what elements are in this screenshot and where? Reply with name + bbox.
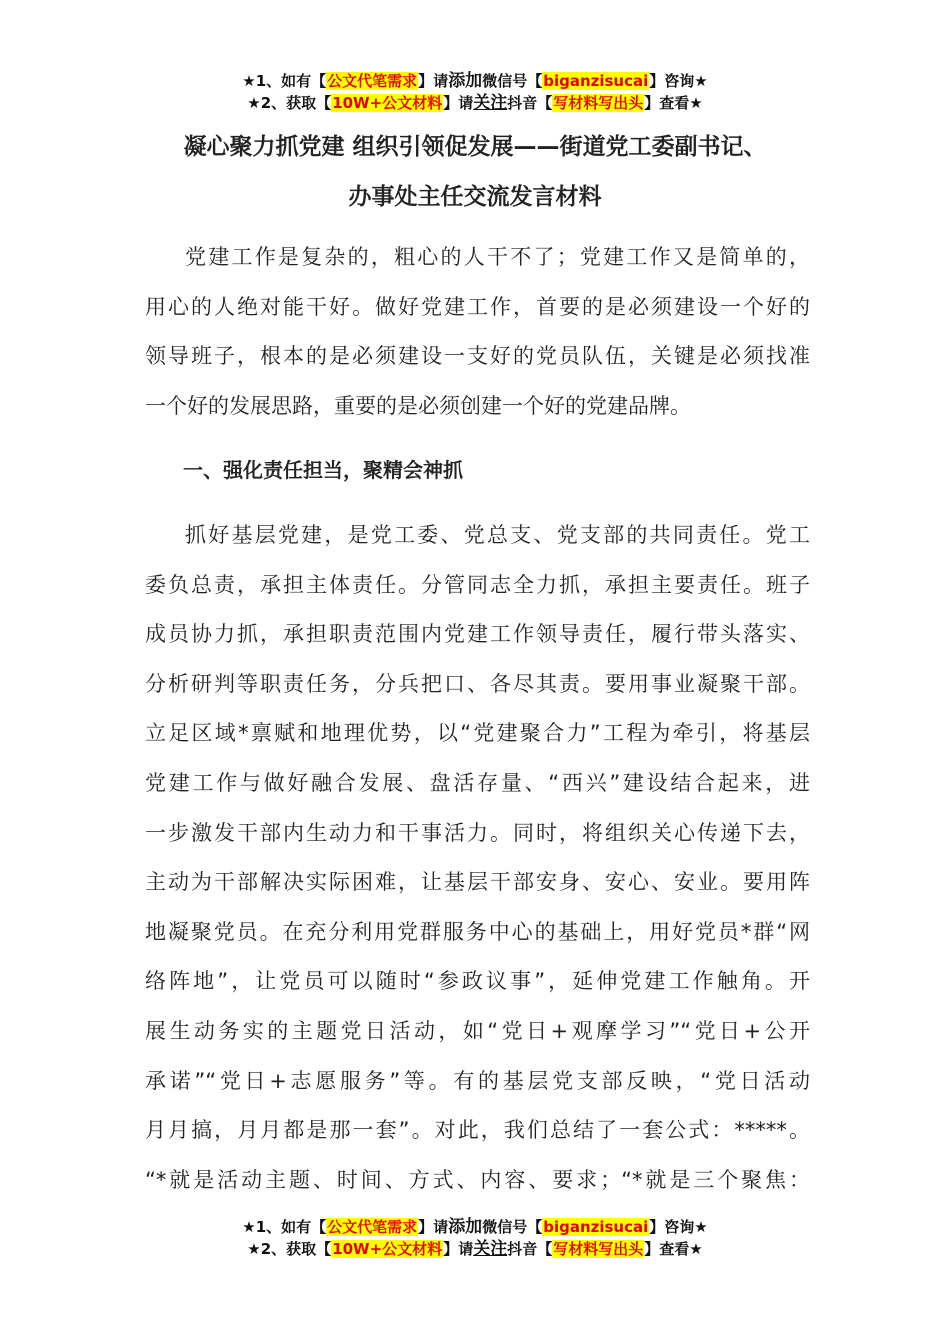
paragraph-line: 党建工作是复杂的，粗心的人干不了；党建工作又是简单的，	[185, 245, 810, 269]
paragraph-line: 一个好的发展思路，重要的是必须创建一个好的党建品牌。	[145, 393, 691, 418]
paragraph-line: 党建工作与做好融合发展、盘活存量、“西兴”建设结合起来，进	[145, 770, 810, 795]
promo-text: 抖音【	[507, 1240, 553, 1258]
promo-text: 】咨询★	[649, 1218, 708, 1236]
paragraph-line: 成员协力抓，承担职责范围内党建工作领导责任，履行带头落实、	[145, 622, 810, 647]
promo-highlight: 10W+公文材料	[332, 1240, 443, 1258]
promo-douyin-id: 写材料写出头	[553, 94, 644, 112]
promo-douyin-id: 写材料写出头	[553, 1240, 644, 1258]
paragraph-line: 承诺”“党日+志愿服务”等。有的基层党支部反映，“党日活动	[145, 1068, 810, 1093]
document-title-line-2: 办事处主任交流发言材料	[348, 184, 602, 210]
promo-text: ★1、如有【	[242, 72, 327, 90]
paragraph-line: 抓好基层党建，是党工委、党总支、党支部的共同责任。党工	[185, 522, 810, 547]
promo-text: 】请	[443, 94, 474, 112]
promo-text: ★2、获取【	[247, 94, 332, 112]
paragraph-line: 用心的人绝对能干好。做好党建工作，首要的是必须建设一个好的	[145, 294, 810, 319]
section-heading-1: 一、强化责任担当，聚精会神抓	[183, 458, 463, 483]
promo-footer	[0, 1216, 950, 1260]
paragraph-line: “*就是活动主题、时间、方式、内容、要求；“*就是三个聚焦：	[145, 1167, 810, 1192]
promo-text: 抖音【	[507, 94, 553, 112]
paragraph-intro	[145, 233, 810, 431]
promo-text: 】咨询★	[649, 72, 708, 90]
promo-line-1	[0, 70, 950, 92]
promo-line-1	[0, 1216, 950, 1238]
paragraph-line: 月月搞，月月都是那一套”。对此，我们总结了一套公式：*****。	[145, 1118, 810, 1143]
paragraph-line: 立足区域*禀赋和地理优势，以“党建聚合力”工程为牵引，将基层	[145, 721, 810, 746]
promo-text: 】请	[418, 1218, 449, 1236]
promo-line-2	[0, 1238, 950, 1260]
promo-emphasis: 添加	[448, 1217, 483, 1237]
promo-highlight: 10W+公文材料	[332, 94, 443, 112]
promo-emphasis: 添加	[448, 71, 483, 91]
paragraph-line: 一步激发干部内生动力和干事活力。同时，将组织关心传递下去，	[145, 820, 810, 845]
promo-highlight: 公文代笔需求	[327, 72, 418, 90]
promo-text: 微信号【	[482, 1218, 543, 1236]
paragraph-line: 络阵地”，让党员可以随时“参政议事”，延伸党建工作触角。开	[145, 969, 810, 994]
promo-line-2	[0, 92, 950, 114]
promo-header	[0, 70, 950, 114]
document-body	[145, 233, 810, 1205]
promo-text: 】请	[443, 1240, 474, 1258]
promo-text: ★1、如有【	[242, 1218, 327, 1236]
promo-text: ★2、获取【	[247, 1240, 332, 1258]
promo-emphasis: 关注	[473, 93, 508, 113]
promo-emphasis: 关注	[473, 1239, 508, 1259]
promo-text: 微信号【	[482, 72, 543, 90]
paragraph-section-1	[145, 511, 810, 1205]
paragraph-line: 地凝聚党员。在充分利用党群服务中心的基础上，用好党员*群“网	[145, 919, 810, 944]
paragraph-line: 领导班子，根本的是必须建设一支好的党员队伍，关键是必须找准	[145, 344, 810, 369]
promo-text: 】查看★	[644, 94, 703, 112]
promo-wechat-id: biganzisucai	[543, 72, 649, 90]
promo-highlight: 公文代笔需求	[327, 1218, 418, 1236]
promo-text: 】请	[418, 72, 449, 90]
paragraph-line: 委负总责，承担主体责任。分管同志全力抓，承担主要责任。班子	[145, 572, 810, 597]
promo-wechat-id: biganzisucai	[543, 1218, 649, 1236]
promo-text: 】查看★	[644, 1240, 703, 1258]
paragraph-line: 分析研判等职责任务，分兵把口、各尽其责。要用事业凝聚干部。	[145, 671, 810, 696]
paragraph-line: 展生动务实的主题党日活动，如“党日+观摩学习”“党日+公开	[145, 1018, 810, 1043]
paragraph-line: 主动为干部解决实际困难，让基层干部安身、安心、安业。要用阵	[145, 870, 810, 895]
document-title-line-1: 凝心聚力抓党建 组织引领促发展——街道党工委副书记、	[183, 134, 767, 160]
